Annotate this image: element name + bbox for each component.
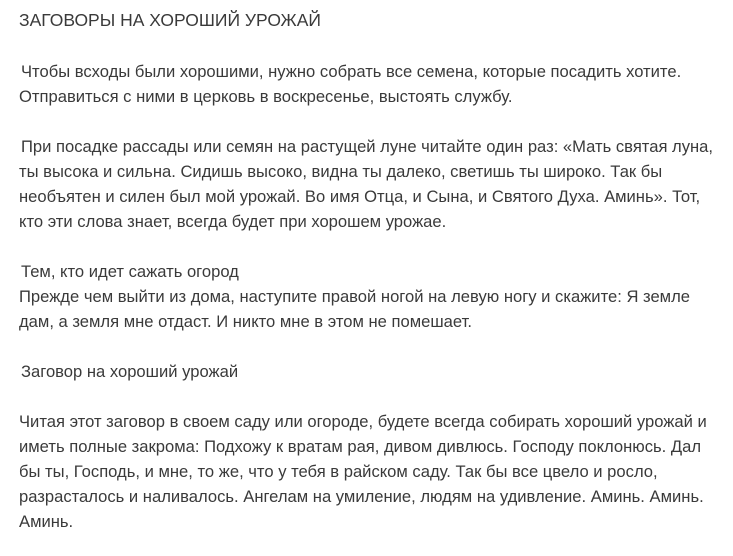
paragraph-2-line-4: кто эти слова знает, всегда будет при хорошем урожае. — [19, 212, 447, 231]
page-title: ЗАГОВОРЫ НА ХОРОШИЙ УРОЖАЙ — [19, 10, 321, 30]
paragraph-5-line-1: Читая этот заговор в своем саду или огороде, будете всегда собирать хороший урожай и — [19, 412, 707, 431]
paragraph-5-line-3: бы ты, Господь, и мне, то же, что у тебя в райском саду. Так бы все цвело и росло, — [19, 462, 658, 481]
section-heading: Заговор на хороший урожай — [21, 362, 239, 381]
paragraph-1-line-2: Отправиться с ними в церковь в воскресенье, выстоять службу. — [19, 87, 513, 106]
paragraph-1-line-1: Чтобы всходы были хорошими, нужно собрать все семена, которые посадить хотите. — [21, 62, 682, 81]
paragraph-3-line-2: дам, а земля мне отдаст. И никто мне в этом не помешает. — [19, 312, 472, 331]
paragraph-2-line-2: ты высока и сильна. Сидишь высоко, видна ты далеко, светишь ты широко. Так бы — [19, 162, 663, 181]
paragraph-2-line-1: При посадке рассады или семян на растущей луне читайте один раз: «Мать святая луна, — [21, 137, 714, 156]
paragraph-5-line-5: Аминь. — [19, 512, 74, 531]
paragraph-5-line-4: разрасталось и наливалось. Ангелам на умиление, людям на удивление. Аминь. Аминь. — [19, 487, 704, 506]
paragraph-5-line-2: иметь полные закрома: Подхожу к вратам рая, дивом дивлюсь. Господу поклонюсь. Дал — [19, 437, 702, 456]
paragraph-3-line-1: Прежде чем выйти из дома, наступите правой ногой на левую ногу и скажите: Я земле — [19, 287, 691, 306]
paragraph-2-line-3: необъятен и силен был мой урожай. Во имя Отца, и Сына, и Святого Духа. Аминь». Тот, — [19, 187, 701, 206]
paragraph-3-heading: Тем, кто идет сажать огород — [21, 262, 239, 281]
